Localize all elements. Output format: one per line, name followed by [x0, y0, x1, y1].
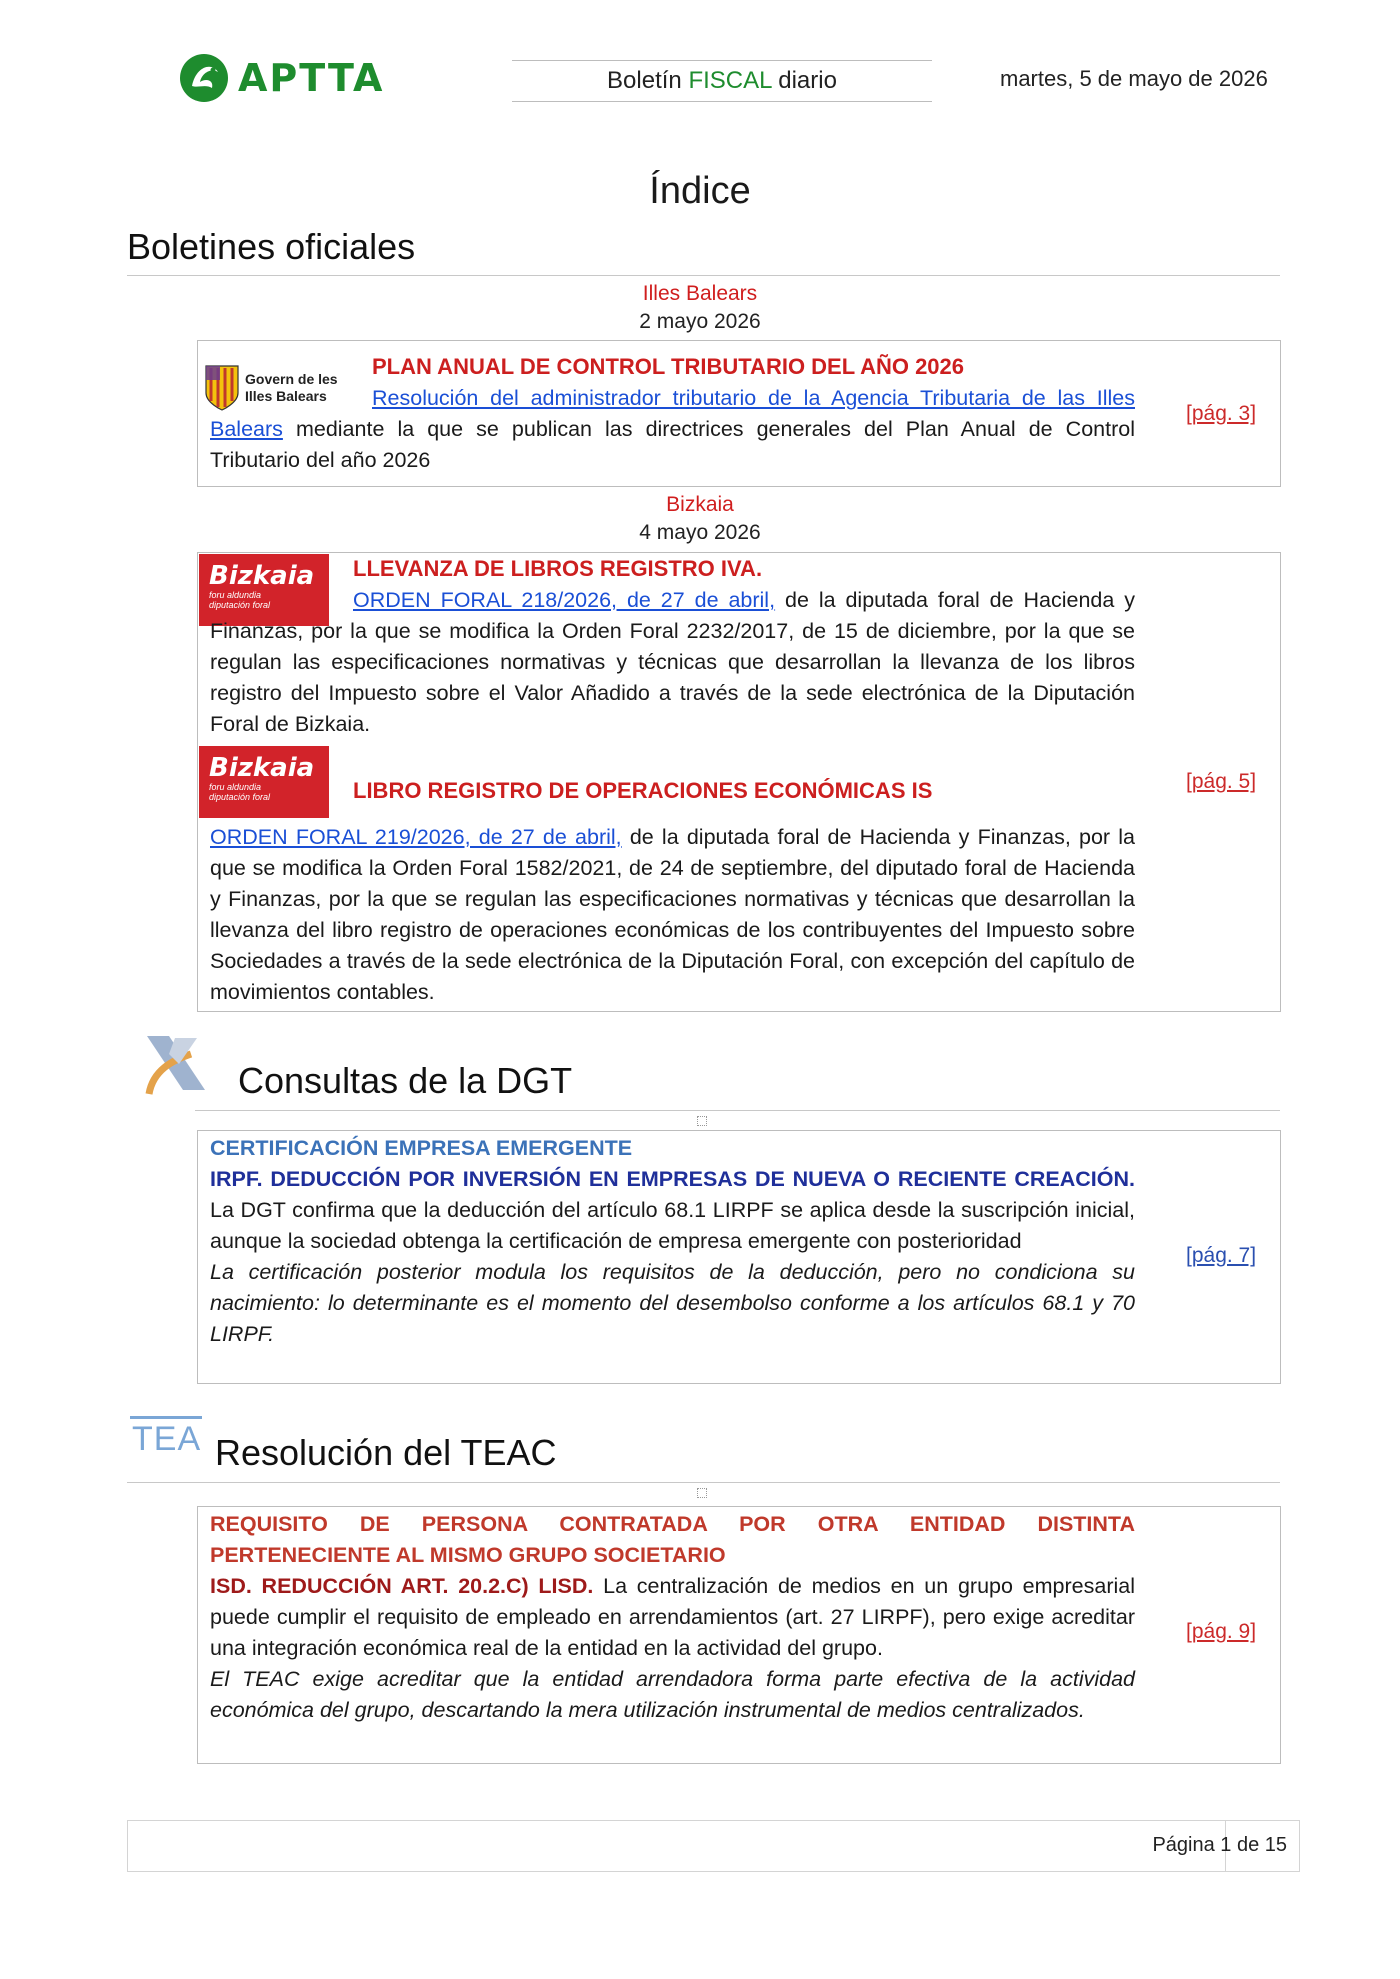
tea-logo-bar [130, 1416, 202, 1419]
bizkaia-logo [199, 746, 329, 818]
bizkaia-logo-name: Bizkaia [209, 561, 315, 591]
region-name: Illes Balears [642, 282, 758, 305]
headline-text: IRPF. DEDUCCIÓN POR INVERSIÓN EN EMPRESAS DE NUEVA O RECIENTE CREACIÓN. [210, 1167, 1135, 1191]
order-foral-218-link[interactable]: ORDEN FORAL 218/2026, de 27 de abril, [353, 588, 776, 612]
tea-logo-text: TEA [132, 1420, 202, 1458]
bizkaia-logo-sub1: foru aldundia [209, 782, 262, 792]
logo-wordmark: APTTA [238, 56, 385, 100]
page-footer [127, 1820, 1300, 1872]
govern-logo-line1: Govern de les [245, 371, 338, 387]
resolution-link[interactable]: Resolución del administrador tributario de la Agencia Tributaria de las Illes Balears [210, 386, 1135, 441]
region-date: 2 mayo 2026 [639, 310, 761, 333]
entry-body-illes-balears [210, 383, 1135, 476]
page-number: Página 1 de 15 [1152, 1834, 1287, 1856]
section-rule [195, 1110, 1280, 1111]
page-ref-link[interactable]: [pág. 3] [1186, 402, 1257, 425]
section-rule [127, 275, 1280, 276]
aptta-emblem-icon [178, 52, 230, 104]
index-title: Índice [649, 170, 751, 212]
tea-logo [130, 1416, 202, 1460]
headline-text: ISD. REDUCCIÓN ART. 20.2.C) LISD. [210, 1574, 594, 1598]
entry-headline [372, 351, 1135, 382]
entry-body-dgt [210, 1133, 1135, 1350]
page-ref-link[interactable]: [pág. 7] [1186, 1244, 1257, 1267]
bulletin-title-prefix: Boletín [607, 67, 689, 94]
entry-headline [353, 775, 1135, 806]
bulletin-title [512, 60, 932, 102]
region-header-bizkaia [0, 491, 1400, 547]
entry-body-text: mediante la que se publican las directrices generales del Plan Anual de Control Tributario del año 2026 [210, 417, 1135, 472]
bizkaia-logo-name: Bizkaia [209, 753, 315, 783]
entry-body-text: de la diputada foral de Hacienda y Finanzas, por la que se modifica la Orden Foral 2232/2017, de 15 de diciembre, por la que se regulan las especificaciones normativas y técnicas que desarrollan la llevanza de los libros registro del Impuesto sobre el Valor Añadido a través de la sede electrónica de la Diputación Foral de Bizkaia. [210, 588, 1135, 736]
headline-text: PLAN ANUAL DE CONTROL TRIBUTARIO DEL AÑO 2026 [372, 354, 965, 379]
summary-italic: La certificación posterior modula los requisitos de la deducción, pero no condiciona su nacimiento: lo determinante es el momento del desembolso conforme a los artículos 68.1 y 70 LIRPF. [210, 1260, 1135, 1346]
region-header-illes-balears [0, 280, 1400, 336]
bizkaia-logo-sub2: diputación foral [209, 792, 271, 802]
entry-body-text: de la diputada foral de Hacienda y Finanzas, por la que se modifica la Orden Foral 1582/2021, de 24 de septiembre, del diputado foral de Hacienda y Finanzas, por la que se regulan las especificaciones normativas y técnicas que desarrollan la llevanza del libro registro de operaciones económicas de los contribuyentes del Impuesto sobre Sociedades a través de la sede electrónica de la Diputación Foral, con excepción del capítulo de movimientos contables. [210, 825, 1135, 1004]
bulletin-title-highlight: FISCAL [688, 67, 772, 94]
entry-headline [353, 553, 1135, 584]
headline-text: LIBRO REGISTRO DE OPERACIONES ECONÓMICAS IS [353, 778, 933, 803]
summary-italic: El TEAC exige acreditar que la entidad arrendadora forma parte efectiva de la actividad económica del grupo, descartando la mera utilización instrumental de medios centralizados. [210, 1667, 1135, 1722]
bizkaia-logo-sub2: diputación foral [209, 600, 271, 610]
region-date: 4 mayo 2026 [639, 521, 761, 544]
bulletin-title-suffix: diario [771, 67, 837, 94]
govern-logo-line2: Illes Balears [245, 388, 327, 404]
entry-body-text: La DGT confirma que la deducción del artículo 68.1 LIRPF se aplica desde la suscripción inicial, aunque la sociedad obtenga la certificación de empresa emergente con posterioridad [210, 1198, 1135, 1253]
category-label: REQUISITO DE PERSONA CONTRATADA POR OTRA ENTIDAD DISTINTA PERTENECIENTE AL MISMO GRUPO SOCIETARIO [210, 1512, 1135, 1567]
entry-body-bizkaia-1 [210, 585, 1135, 740]
bizkaia-logo-sub1: foru aldundia [209, 590, 262, 600]
page-ref-link[interactable]: [pág. 9] [1186, 1620, 1257, 1643]
order-foral-219-link[interactable]: ORDEN FORAL 219/2026, de 27 de abril, [210, 825, 622, 849]
entry-body-text: La centralización de medios en un grupo empresarial puede cumplir el requisito de empleado en arrendamientos (art. 27 LIRPF), pero exige acreditar una integración económica real de la entidad en la actividad del grupo. [210, 1574, 1135, 1660]
agencia-tributaria-logo-icon [135, 1030, 215, 1102]
entry-body-teac [210, 1509, 1135, 1726]
page-ref-link[interactable]: [pág. 5] [1186, 770, 1257, 793]
aptta-logo [178, 52, 384, 104]
header-date: martes, 5 de mayo de 2026 [1000, 66, 1268, 91]
headline-text: LLEVANZA DE LIBROS REGISTRO IVA. [353, 556, 763, 581]
section-title-boletines: Boletines oficiales [127, 226, 416, 267]
section-rule [127, 1482, 1280, 1483]
region-name: Bizkaia [666, 493, 734, 516]
section-title-teac: Resolución del TEAC [215, 1432, 557, 1473]
section-title-dgt: Consultas de la DGT [238, 1060, 573, 1101]
entry-body-bizkaia-2 [210, 822, 1135, 1008]
anchor-handle [697, 1488, 707, 1498]
anchor-handle [697, 1116, 707, 1126]
category-label: CERTIFICACIÓN EMPRESA EMERGENTE [210, 1136, 633, 1160]
